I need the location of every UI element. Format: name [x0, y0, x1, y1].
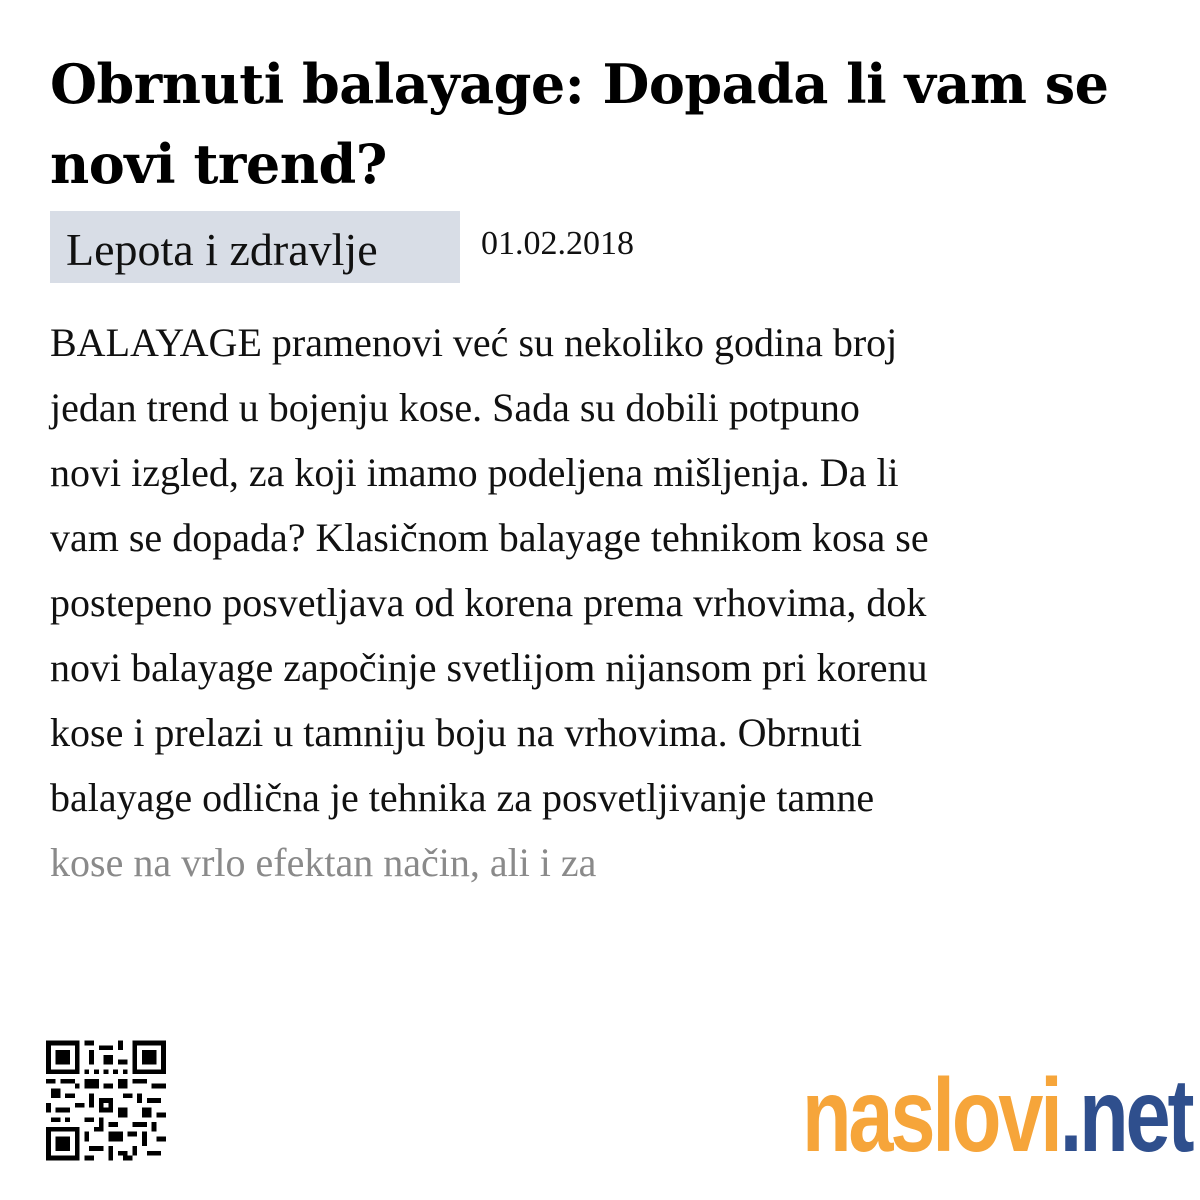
qr-code-icon: [46, 1038, 166, 1163]
article-body: [50, 310, 1160, 895]
category-badge[interactable]: Lepota i zdravlje: [50, 211, 460, 283]
body-line: BALAYAGE pramenovi već su nekoliko godina broj: [50, 320, 898, 365]
body-line-faded: kose na vrlo efektan način, ali i za: [50, 840, 597, 885]
body-line: balayage odlična je tehnika za posvetljivanje tamne: [50, 775, 875, 820]
body-line: kose i prelazi u tamniju boju na vrhovima. Obrnuti: [50, 710, 863, 755]
body-line: novi izgled, za koji imamo podeljena mišljenja. Da li: [50, 450, 899, 495]
logo-text-naslovi: naslovi: [802, 1058, 1060, 1174]
naslovi-logo[interactable]: [802, 1058, 1192, 1174]
body-line: novi balayage započinje svetlijom nijansom pri korenu: [50, 645, 928, 690]
publish-date: 01.02.2018: [481, 225, 634, 262]
body-line: vam se dopada? Klasičnom balayage tehnikom kosa se: [50, 515, 929, 560]
logo-text-net: .net: [1059, 1058, 1192, 1174]
article-title: Obrnuti balayage: Dopada li vam se novi trend?: [50, 52, 1109, 196]
body-line: jedan trend u bojenju kose. Sada su dobili potpuno: [50, 385, 860, 430]
body-line: postepeno posvetljava od korena prema vrhovima, dok: [50, 580, 927, 625]
